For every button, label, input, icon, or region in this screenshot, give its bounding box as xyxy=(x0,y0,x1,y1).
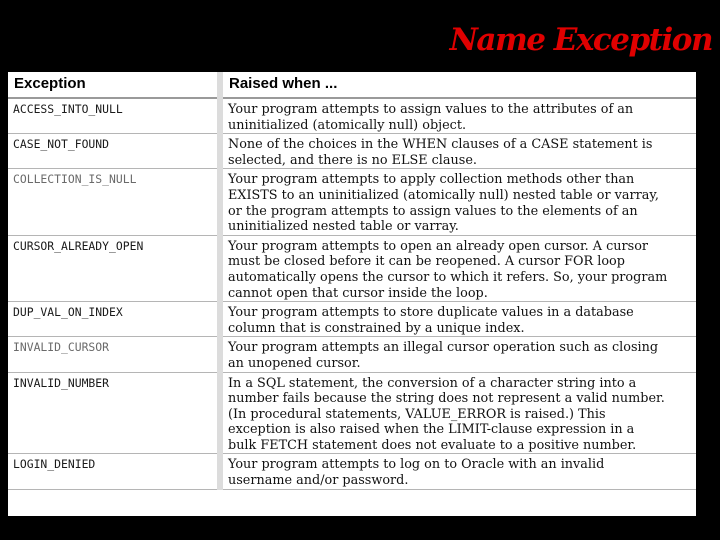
table-row xyxy=(8,337,696,372)
header-raised-when: Raised when ... xyxy=(220,72,696,98)
description-line: or the program attempts to assign values to the elements of an xyxy=(228,203,638,219)
exception-name: LOGIN_DENIED xyxy=(8,454,220,489)
exception-description xyxy=(220,98,696,134)
description-line: uninitialized (atomically null) object. xyxy=(228,117,467,133)
description-line: an unopened cursor. xyxy=(228,355,361,371)
exception-description xyxy=(220,454,696,489)
description-line: must be closed before it can be reopened. A cursor FOR loop xyxy=(228,254,625,270)
exception-description xyxy=(220,337,696,372)
description-line: automatically opens the cursor to which it refers. So, your program xyxy=(228,269,668,285)
exception-name: COLLECTION_IS_NULL xyxy=(8,169,220,235)
exception-name: DUP_VAL_ON_INDEX xyxy=(8,302,220,337)
description-line: uninitialized nested table or varray. xyxy=(228,219,459,235)
description-line: Your program attempts to log on to Oracle with an invalid xyxy=(228,457,605,473)
description-line: bulk FETCH statement does not evaluate to a positive number. xyxy=(228,437,637,453)
description-line: exception is also raised when the LIMIT-clause expression in a xyxy=(228,422,635,438)
description-line: None of the choices in the WHEN clauses of a CASE statement is xyxy=(228,137,653,153)
table-row xyxy=(8,372,696,454)
description-line: Your program attempts to assign values to the attributes of an xyxy=(228,102,634,117)
exception-name: CASE_NOT_FOUND xyxy=(8,134,220,169)
exception-name: INVALID_NUMBER xyxy=(8,372,220,454)
header-exception: Exception xyxy=(8,72,220,98)
description-line: (In procedural statements, VALUE_ERROR is raised.) This xyxy=(228,406,606,422)
table-row xyxy=(8,98,696,134)
table-row xyxy=(8,169,696,235)
table-row xyxy=(8,235,696,301)
table-header-row xyxy=(8,72,696,98)
exceptions-table xyxy=(8,72,696,490)
description-line: Your program attempts to store duplicate values in a database xyxy=(228,305,634,321)
exception-description xyxy=(220,134,696,169)
description-line: Your program attempts to open an already open cursor. A cursor xyxy=(228,238,649,254)
exception-description xyxy=(220,372,696,454)
exception-name: CURSOR_ALREADY_OPEN xyxy=(8,235,220,301)
description-line: cannot open that cursor inside the loop. xyxy=(228,285,488,301)
slide-title: Name Exception xyxy=(449,22,712,58)
exception-name: INVALID_CURSOR xyxy=(8,337,220,372)
exceptions-table-container xyxy=(8,72,696,516)
description-line: column that is constrained by a unique index. xyxy=(228,320,525,336)
description-line: number fails because the string does not represent a valid number. xyxy=(228,391,665,407)
exception-description xyxy=(220,169,696,235)
table-row xyxy=(8,134,696,169)
description-line: Your program attempts an illegal cursor operation such as closing xyxy=(228,340,659,356)
description-line: In a SQL statement, the conversion of a character string into a xyxy=(228,375,637,391)
table-row xyxy=(8,302,696,337)
description-line: username and/or password. xyxy=(228,473,409,489)
exception-name: ACCESS_INTO_NULL xyxy=(8,98,220,134)
table-row xyxy=(8,454,696,489)
exception-description xyxy=(220,235,696,301)
description-line: Your program attempts to apply collection methods other than xyxy=(228,172,635,188)
description-line: selected, and there is no ELSE clause. xyxy=(228,152,477,168)
description-line: EXISTS to an uninitialized (atomically null) nested table or varray, xyxy=(228,187,660,203)
exception-description xyxy=(220,302,696,337)
